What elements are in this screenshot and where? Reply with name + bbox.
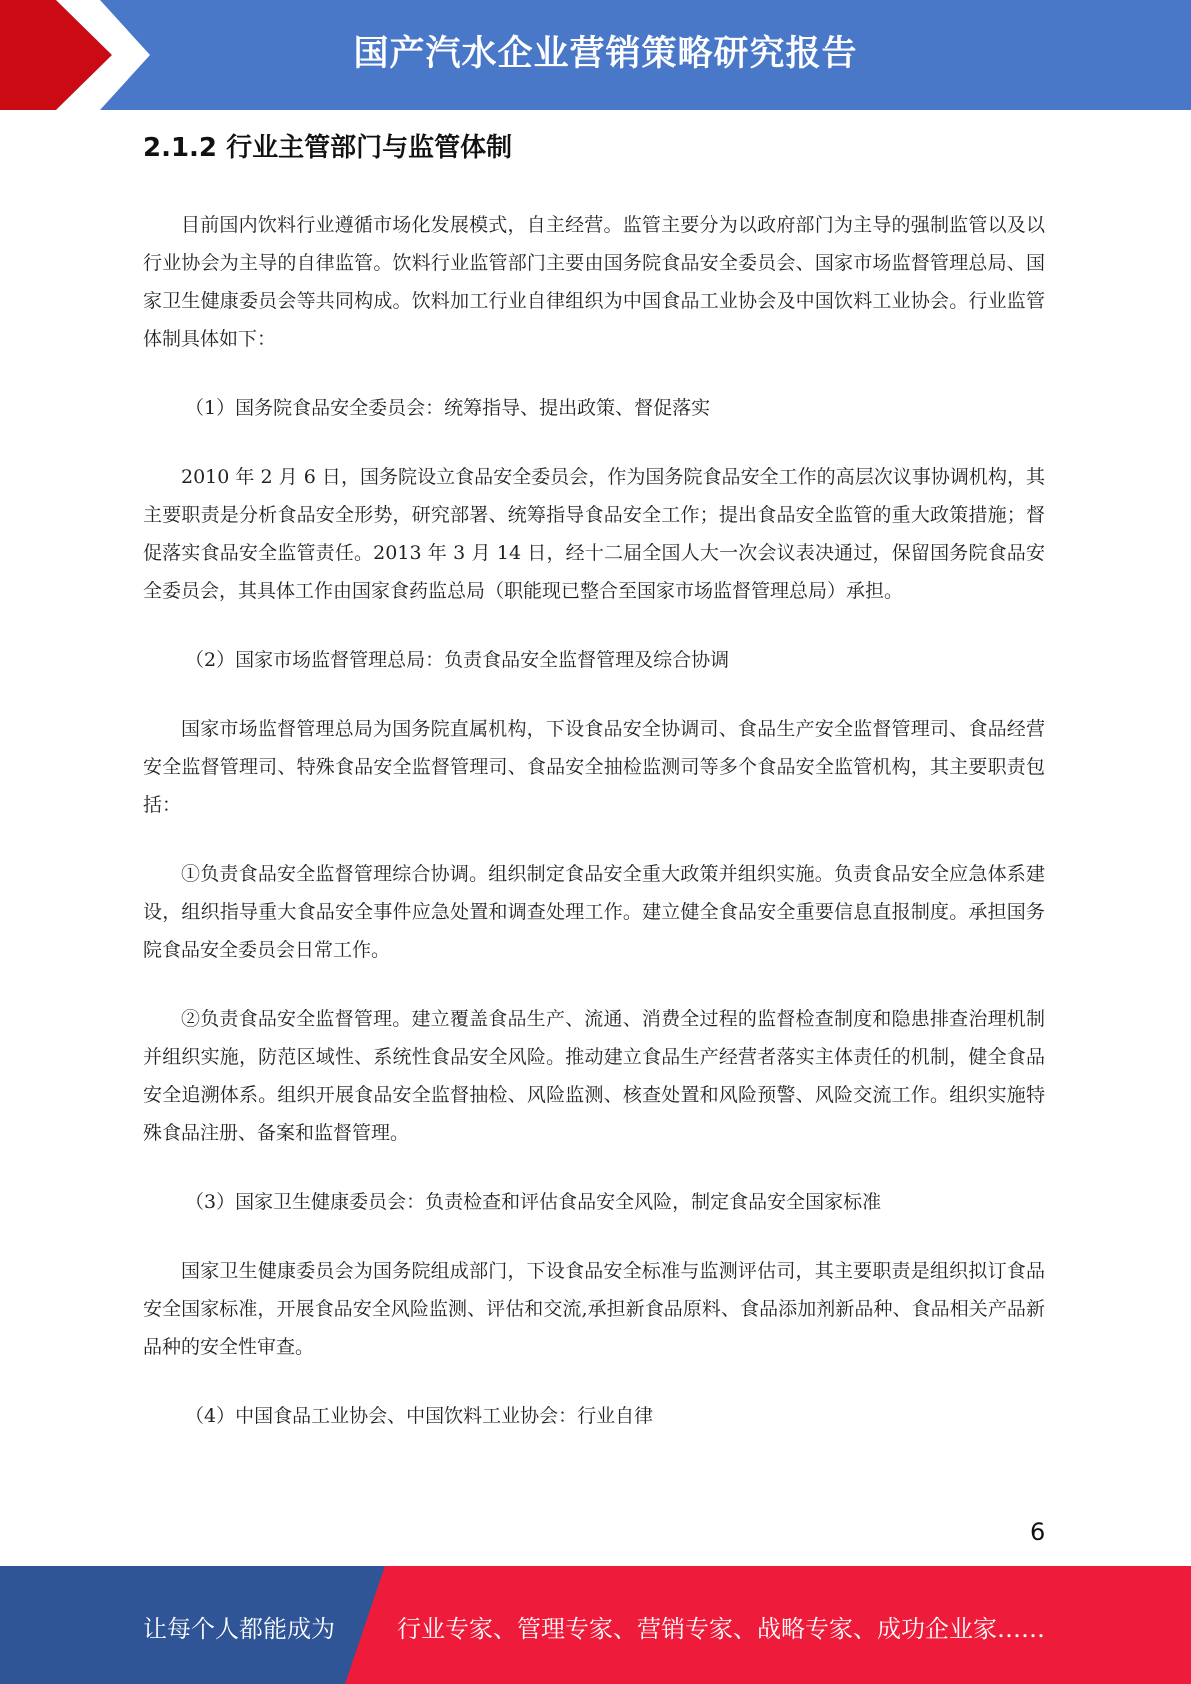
footer-slogan-right: 行业专家、管理专家、营销专家、战略专家、成功企业家…… — [397, 1615, 1045, 1643]
subheading-1: （1）国务院食品安全委员会：统筹指导、提出政策、督促落实 — [185, 397, 711, 419]
page-header — [0, 0, 1191, 110]
paragraph-2-item-2: ②负责食品安全监督管理。建立覆盖食品生产、流通、消费全过程的监督检查制度和隐患排查治理机制并组织实施，防范区域性、系统性食品安全风险。推动建立食品生产经营者落实主体责任的机制，健全食品安全追溯体系。组织开展食品安全监督抽检、风险监测、核查处置和风险预警、风险交流工作。组织实施特殊食品注册、备案和监督管理。 — [143, 1008, 1045, 1144]
paragraph-intro: 目前国内饮料行业遵循市场化发展模式，自主经营。监管主要分为以政府部门为主导的强制监管以及以行业协会为主导的自律监管。饮料行业监管部门主要由国务院食品安全委员会、国家市场监督管理总局、国家卫生健康委员会等共同构成。饮料加工行业自律组织为中国食品工业协会及中国饮料工业协会。行业监管体制具体如下： — [143, 214, 1045, 350]
paragraph-3: 国家卫生健康委员会为国务院组成部门，下设食品安全标准与监测评估司，其主要职责是组织拟订食品安全国家标准，开展食品安全风险监测、评估和交流,承担新食品原料、食品添加剂新品种、食品相关产品新品种的安全性审查。 — [143, 1260, 1045, 1358]
page-number: 6 — [1030, 1518, 1046, 1546]
paragraph-2-item-1: ①负责食品安全监督管理综合协调。组织制定食品安全重大政策并组织实施。负责食品安全应急体系建设，组织指导重大食品安全事件应急处置和调查处理工作。建立健全食品安全重要信息直报制度。承担国务院食品安全委员会日常工作。 — [143, 863, 1045, 961]
paragraph-1: 2010 年 2 月 6 日，国务院设立食品安全委员会，作为国务院食品安全工作的高层次议事协调机构，其主要职责是分析食品安全形势，研究部署、统筹指导食品安全工作；提出食品安全监管的重大政策措施；督促落实食品安全监管责任。2013 年 3 月 14 日，经十二届全国人大一次会议表决通过，保留国务院食品安全委员会，其具体工作由国家食药监总局（职能现已整合至国家市场监督管理总局）承担。 — [143, 466, 1045, 602]
report-title: 国产汽水企业营销策略研究报告 — [353, 34, 858, 74]
page-content — [143, 130, 1045, 1466]
section-heading: 2.1.2 行业主管部门与监管体制 — [143, 133, 513, 163]
page-footer — [0, 1566, 1191, 1684]
footer-slogan-left: 让每个人都能成为 — [143, 1615, 335, 1643]
subheading-4: （4）中国食品工业协会、中国饮料工业协会：行业自律 — [185, 1405, 654, 1427]
subheading-2: （2）国家市场监督管理总局：负责食品安全监督管理及综合协调 — [185, 649, 730, 671]
subheading-3: （3）国家卫生健康委员会：负责检查和评估食品安全风险，制定食品安全国家标准 — [185, 1191, 882, 1213]
paragraph-2: 国家市场监督管理总局为国务院直属机构，下设食品安全协调司、食品生产安全监督管理司、食品经营安全监督管理司、特殊食品安全监督管理司、食品安全抽检监测司等多个食品安全监管机构，其主要职责包括： — [143, 718, 1045, 816]
